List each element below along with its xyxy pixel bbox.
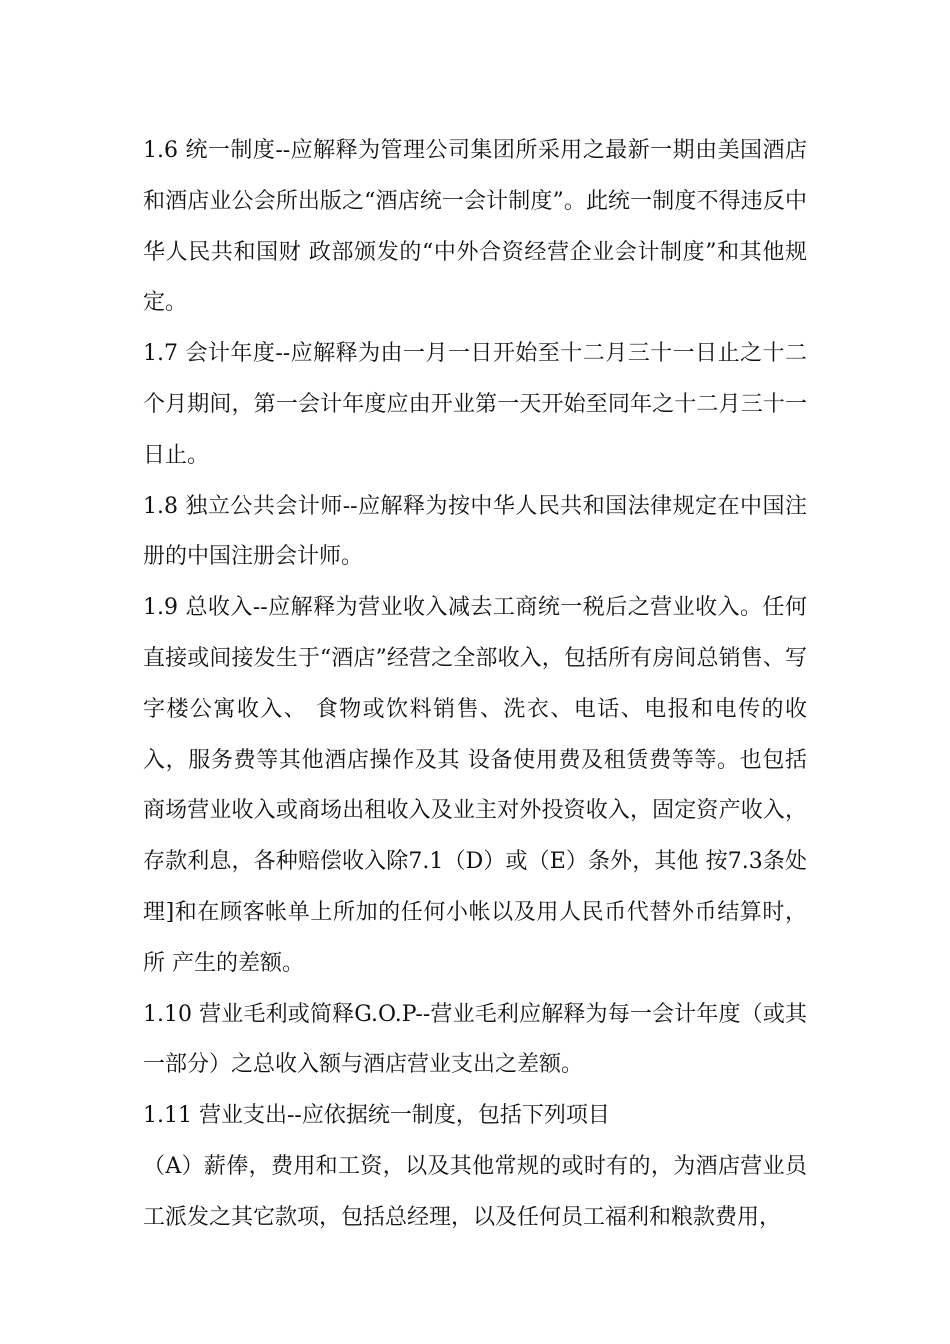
clause-1-7: 1.7 会计年度--应解释为由一月一日开始至十二月三十一日止之十二个月期间，第一会计年度应由开业第一天开始至同年之十二月三十一日止。 [143,341,807,468]
clause-1-9: 1.9 总收入--应解释为营业收入减去工商统一税后之营业收入。任何直接或间接发生于“酒店”经营之全部收入，包括所有房间总销售、写字楼公寓收入、 食物或饮料销售、洗衣、电话、电报和电传的收入，服务费等其他酒店操作及其 设备使用费及租赁费等等。也包括商场营业收入或商场出租收入及业主对外投资收入，固定资产收入，存款利息，各种赔偿收入除7.1（D）或（E）条外，其他 按7.3条处理]和在顾客帐单上所加的任何小帐以及用人民币代替外币结算时，所 产生的差额。 [143,595,807,976]
clause-1-11: 1.11 营业支出--应依据统一制度，包括下列项目 [143,1103,610,1129]
clause-1-11-a: （A）薪俸，费用和工资，以及其他常规的或时有的，为酒店营业员工派发之其它款项，包括总经理，以及任何员工福利和粮款费用， [143,1153,807,1230]
document-body [143,126,807,1244]
clause-1-8: 1.8 独立公共会计师--应解释为按中华人民共和国法律规定在中国注册的中国注册会计师。 [143,493,807,570]
clause-1-6: 1.6 统一制度--应解释为管理公司集团所采用之最新一期由美国酒店和酒店业公会所出版之“酒店统一会计制度”。此统一制度不得违反中华人民共和国财 政部颁发的“中外合资经营企业会计制度”和其他规定。 [143,138,807,316]
clause-1-10: 1.10 营业毛利或简释G.O.P--营业毛利应解释为每一会计年度（或其一部分）之总收入额与酒店营业支出之差额。 [143,1001,807,1078]
